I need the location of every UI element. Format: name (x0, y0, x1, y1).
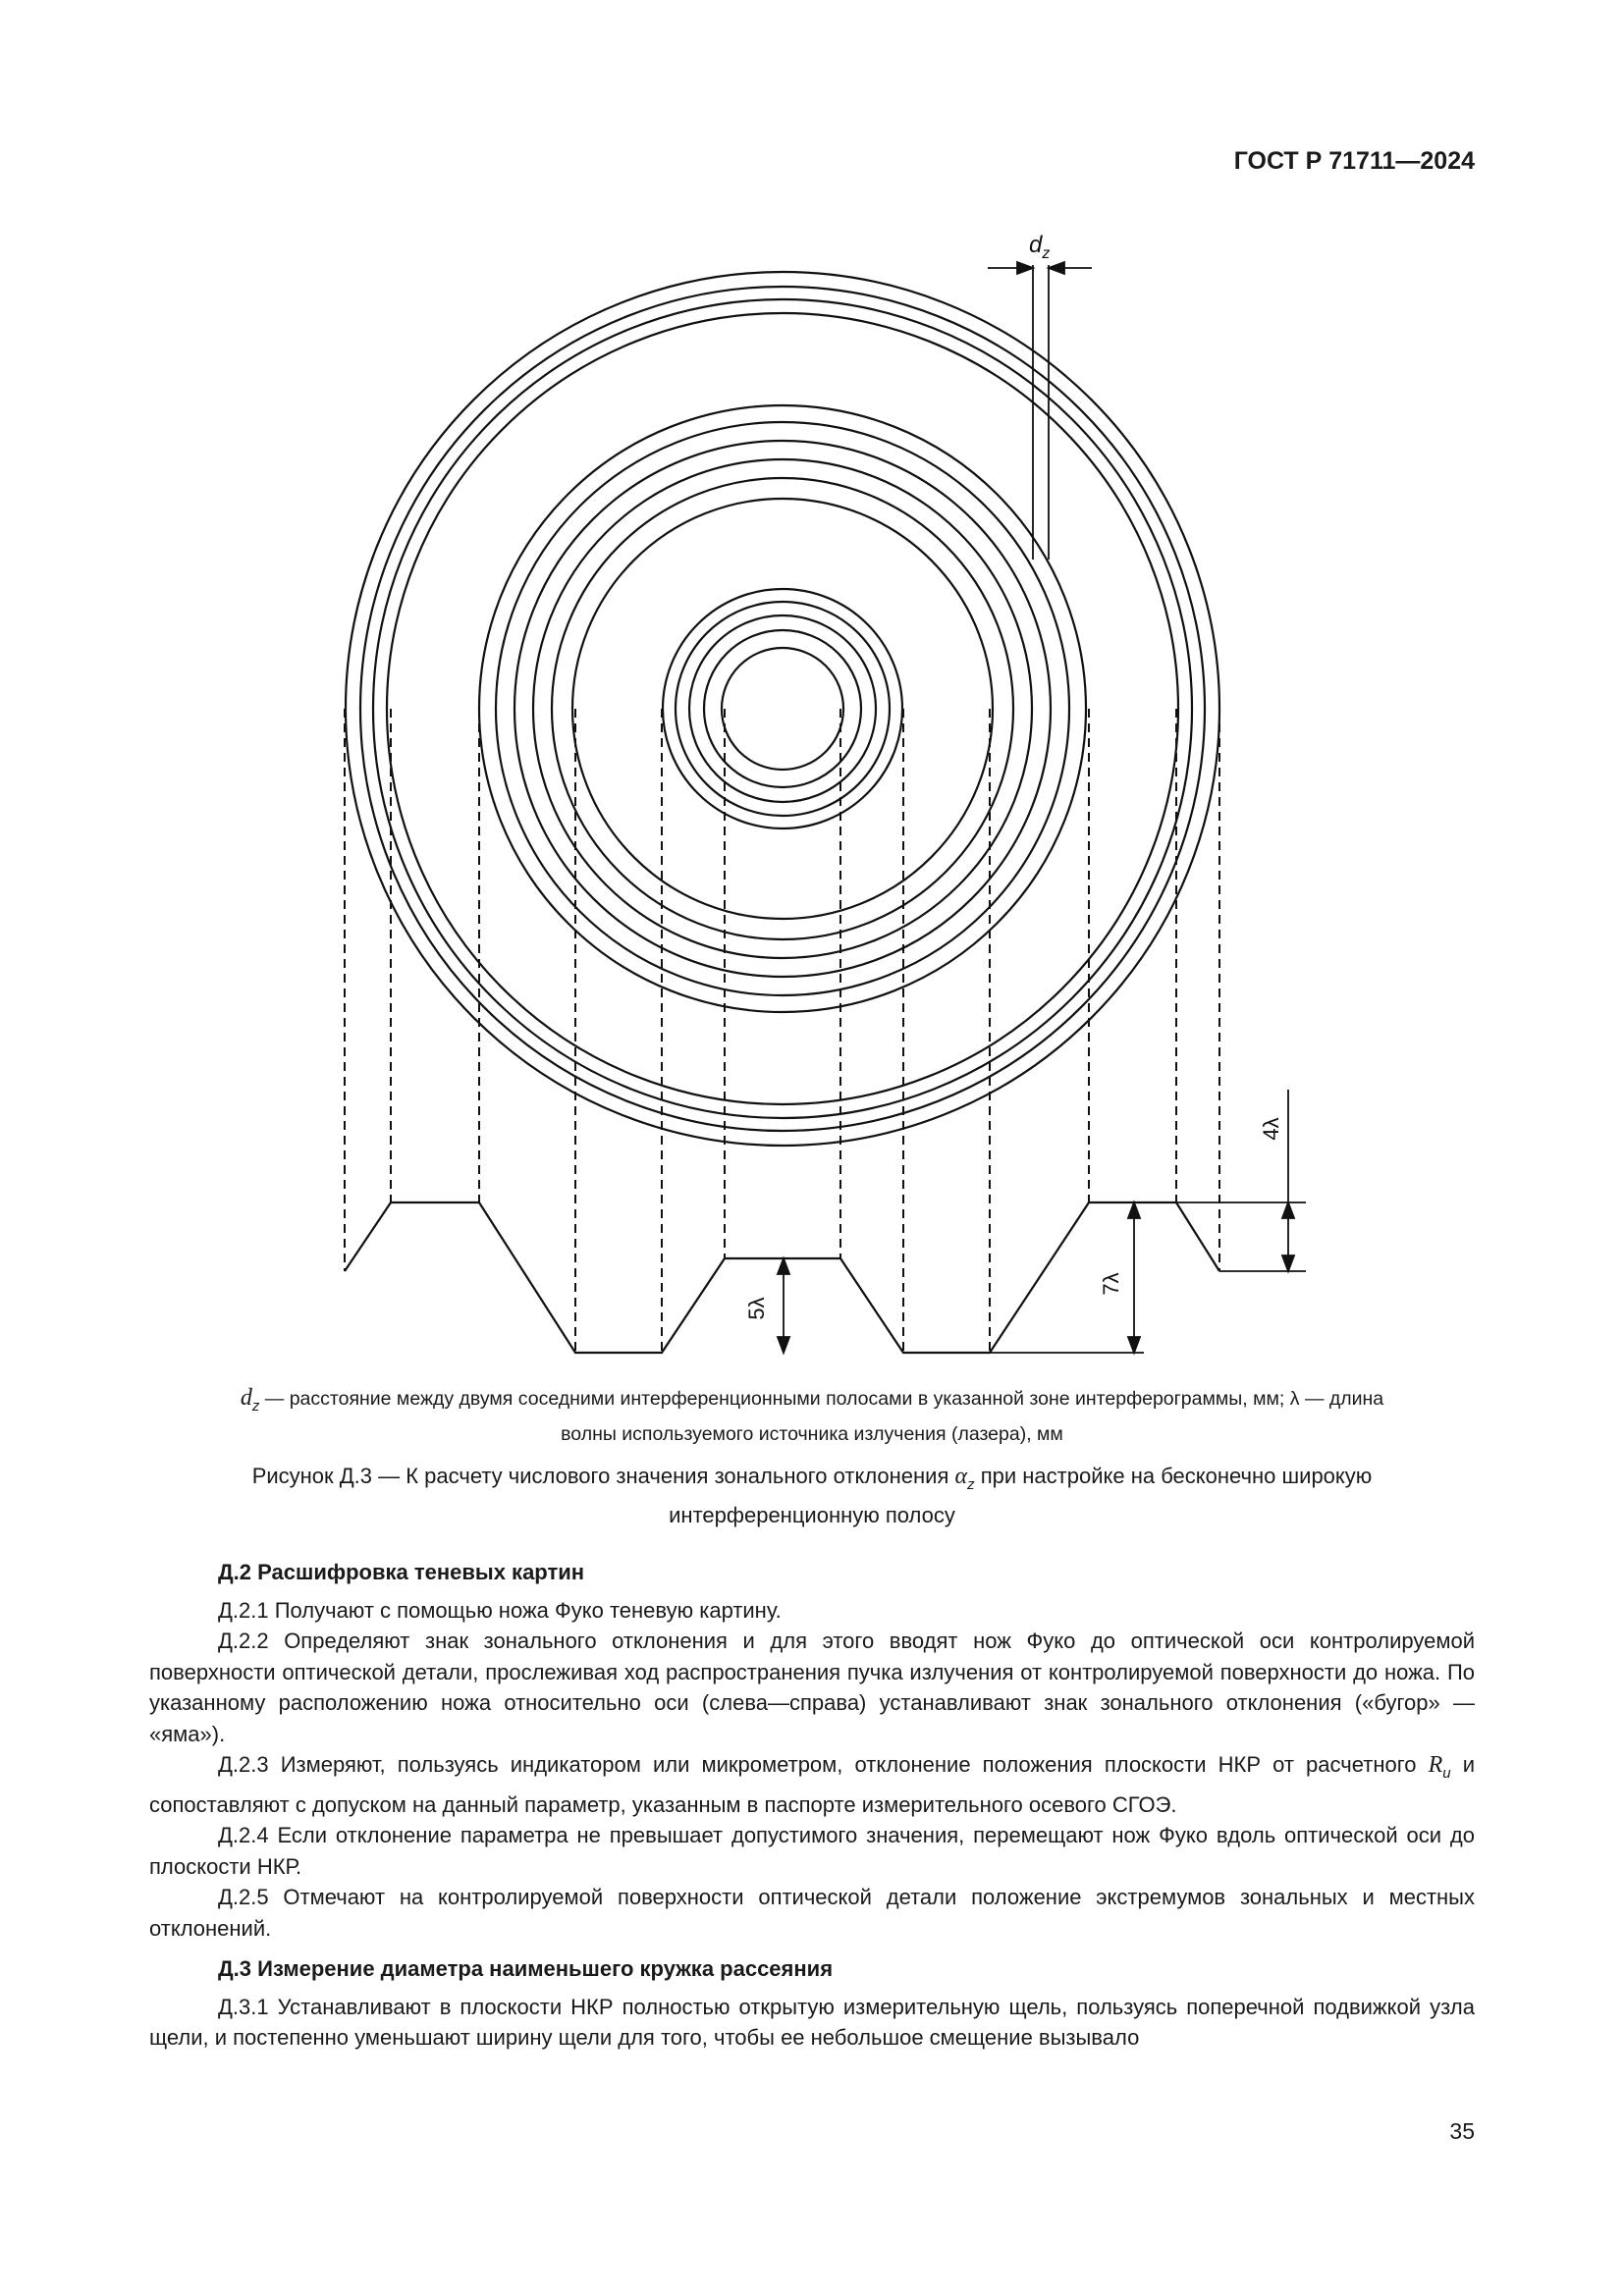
body-text (149, 1557, 1475, 2054)
paragraph-d2-3: Д.2.3 Измеряют, пользуясь индикатором или микрометром, отклонение положения плоскости НКР от расчетного $R_u$ и сопоставляют с допуском на данный параметр, указанным в паспорте измерительного осевого СГОЭ. (149, 1752, 1476, 1817)
dz-dimension (988, 262, 1092, 560)
ring (360, 287, 1205, 1131)
dimension-4-lambda (1176, 1090, 1306, 1271)
ring (722, 648, 843, 770)
dimension-label-5: 5λ (744, 1297, 769, 1320)
paragraph-d2-4: Д.2.4 Если отклонение параметра не превышает допустимого значения, перемещают нож Фуко вдоль оптической оси до плоскости НКР. (149, 1823, 1475, 1879)
paragraph-d2-5: Д.2.5 Отмечают на контролируемой поверхности оптической детали положение экстремумов зональных и местных отклонений. (149, 1885, 1475, 1941)
ring (514, 441, 1051, 977)
dz-label: $d_z$ (1029, 232, 1051, 262)
figure-caption: Рисунок Д.3 — К расчету числового значения зонального отклонения $\alpha_z$ при настройке на бесконечно широкую интерференционную полосу (251, 1464, 1373, 1527)
ring (663, 589, 902, 828)
ring (704, 630, 861, 787)
ring (552, 478, 1013, 939)
dimension-label-7: 7λ (1099, 1272, 1123, 1296)
paragraph-d2-2: Д.2.2 Определяют знак зонального отклонения и для этого вводят нож Фуко до оптической оси контролируемой поверхности оптической детали, прослеживая ход распространения пучка излучения от контролируемой поверхности до ножа. По указанному расположению ножа относительно оси (слева—справа) устанавливают знак зонального отклонения («бугор» — «яма»). (149, 1629, 1475, 1746)
ring (572, 499, 993, 919)
dimension-label-4: 4λ (1259, 1117, 1283, 1141)
ring (533, 459, 1032, 958)
paragraph-d2-1: Д.2.1 Получают с помощью ножа Фуко теневую картину. (218, 1597, 782, 1623)
dimension-5-lambda (778, 1258, 789, 1353)
page-number: 35 (1449, 2118, 1475, 2144)
paragraph-d3-1: Д.3.1 Устанавливают в плоскости НКР полностью открытую измерительную щель, пользуясь поперечной подвижкой узла щели, и постепенно уменьшают ширину щели для того, чтобы ее небольшое смещение вызывало (149, 1994, 1475, 2050)
ring (676, 602, 890, 816)
section-title-d2: Д.2 Расшифровка теневых картин (218, 1560, 585, 1584)
profile-curve (345, 1202, 1219, 1353)
ring (496, 422, 1069, 995)
ring (387, 313, 1178, 1104)
document-header: ГОСТ Р 71711—2024 (1233, 147, 1475, 175)
ring (689, 615, 876, 802)
section-title-d3: Д.3 Измерение диаметра наименьшего кружка рассеяния (218, 1956, 834, 1981)
figure-legend: $d_z$ — расстояние между двумя соседними интерференционными полосами в указанной зоне интерферограммы, мм; λ — длина волны используемого источника излучения (лазера), мм (240, 1385, 1384, 1445)
ring (479, 405, 1086, 1012)
projection-lines (345, 709, 1219, 1353)
